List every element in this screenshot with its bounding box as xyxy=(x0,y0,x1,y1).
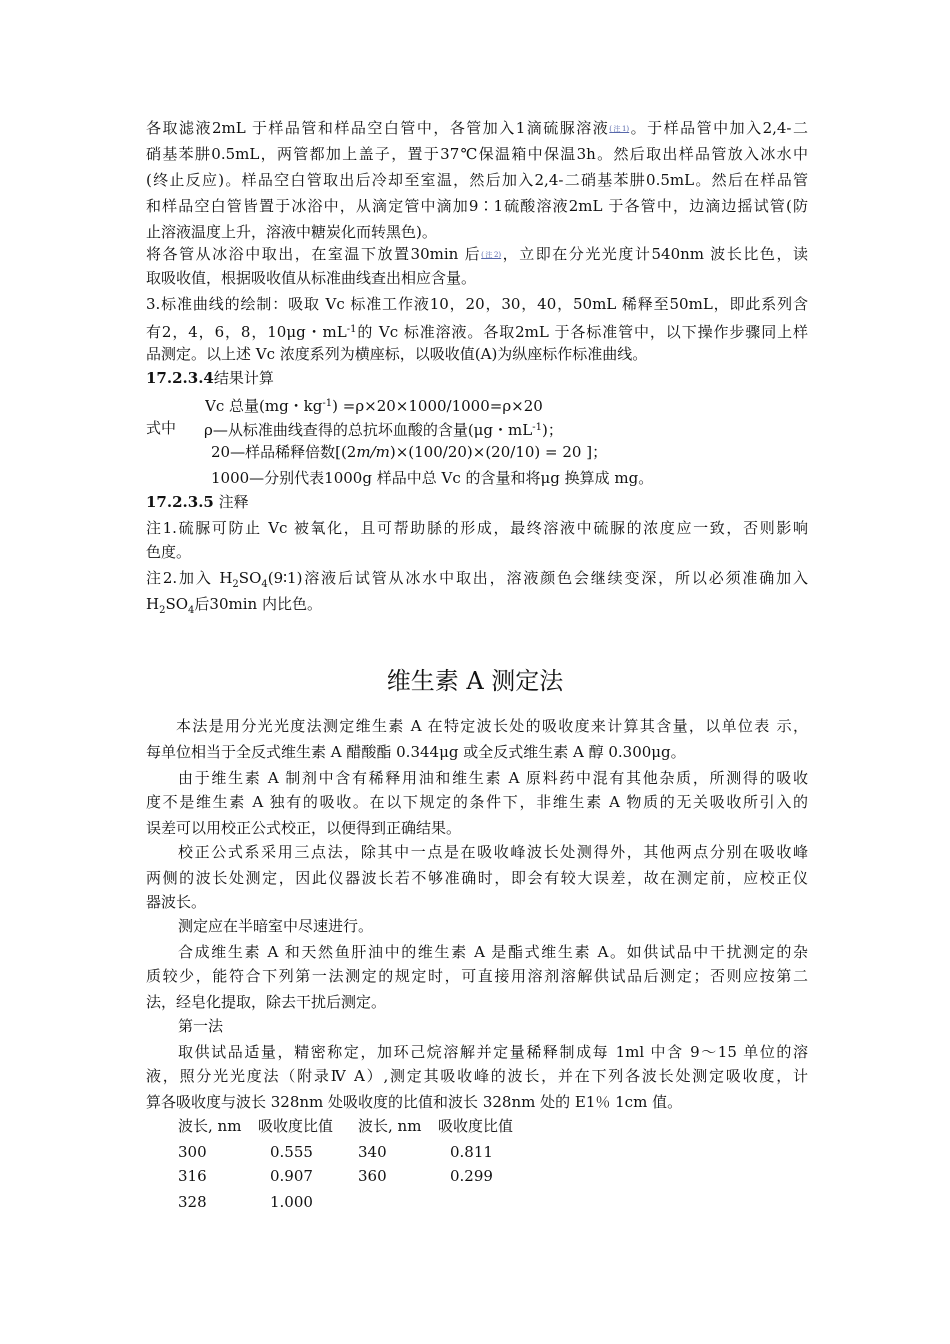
paragraph-line: 算各吸收度与波长 328nm 处吸收度的比值和波长 328nm 处的 E1％ 1cm 值。 xyxy=(146,1093,683,1111)
text-segment: 。于样品管中加入2,4-二 xyxy=(629,119,808,137)
text-line: 品测定。以上述 Vc 浓度系列为横座标，以吸收值(A)为纵座标作标准曲线。 xyxy=(146,345,648,363)
table-cell: 328 xyxy=(178,1193,207,1211)
definition-dilution xyxy=(211,442,807,462)
paragraph-line: 每单位相当于全反式维生素 A 醋酸酯 0.344μg 或全反式维生素 A 醇 0.300μg。 xyxy=(146,743,686,761)
table-header-cell: 吸收度比值 xyxy=(258,1117,334,1135)
where-label: 式中 xyxy=(146,419,177,437)
superscript: -1 xyxy=(322,398,333,409)
note-reference-link[interactable]: (注2) xyxy=(481,251,502,259)
table-cell: 0.555 xyxy=(270,1143,313,1161)
text-line xyxy=(146,320,808,342)
definition-rho xyxy=(204,418,804,440)
paragraph-line: 两侧的波长处测定，因此仪器波长若不够准确时，即会有较大误差，故在测定前，应校正仪 xyxy=(146,869,808,887)
table-cell: 316 xyxy=(178,1167,207,1185)
formula xyxy=(205,394,867,416)
text-segment: ) =ρ×20×1000/1000=ρ×20 xyxy=(332,397,543,415)
paragraph-line: 测定应在半暗室中尽速进行。 xyxy=(178,917,374,935)
note-2-continued xyxy=(146,594,808,621)
text-segment: 各取滤液2mL 于样品管和样品空白管中，各管加入1滴硫脲溶液 xyxy=(146,119,610,137)
paragraph-line: 器波长。 xyxy=(146,893,207,911)
table-cell: 0.811 xyxy=(450,1143,493,1161)
paragraph-line: 取供试品适量，精密称定，加环己烷溶解并定量稀释制成每 1ml 中含 9～15 单位的溶 xyxy=(178,1043,808,1061)
paragraph-line: 度不是维生素 A 独有的吸收。在以下规定的条件下，非维生素 A 物质的无关吸收所引入的 xyxy=(146,793,808,811)
text-line: 3.标准曲线的绘制：吸取 Vc 标准工作液10，20，30，40，50mL 稀释至50mL，即此系列含 xyxy=(146,295,808,313)
note-1: 注1.硫脲可防止 Vc 被氧化，且可帮助脎的形成，最终溶液中硫脲的浓度应一致，否则影响 xyxy=(146,519,808,537)
paragraph-line: 校正公式系采用三点法，除其中一点是在吸收峰波长处测得外，其他两点分别在吸收峰 xyxy=(178,843,808,861)
text-line: 取吸收值，根据吸收值从标准曲线查出相应含量。 xyxy=(146,269,477,287)
table-cell: 1.000 xyxy=(270,1193,313,1211)
method-heading: 第一法 xyxy=(178,1017,224,1035)
section-number: 17.2.3.5 xyxy=(146,493,214,511)
section-title: 结果计算 xyxy=(213,369,274,387)
paragraph-line: 误差可以用校正公式校正，以便得到正确结果。 xyxy=(146,819,462,837)
paragraph-line: 液，照分光光度法（附录Ⅳ A）,测定其吸收峰的波长，并在下列各波长处测定吸收度，计 xyxy=(146,1067,808,1085)
paragraph-line: 本法是用分光光度法测定维生素 A 在特定波长处的吸收度来计算其含量，以单位表 示， xyxy=(176,717,808,735)
text-line: 和样品空白管皆置于冰浴中，从滴定管中滴加9∶1硫酸溶液2mL 于各管中，边滴边摇试管(防 xyxy=(146,197,808,215)
table-cell: 300 xyxy=(178,1143,207,1161)
text-segment: SO xyxy=(165,595,189,613)
paragraph-line: 合成维生素 A 和天然鱼肝油中的维生素 A 是酯式维生素 A。如供试品中干扰测定的杂 xyxy=(178,943,808,961)
subscript: 4 xyxy=(261,579,268,590)
text-line: (终止反应)。样品空白管取出后冷却至室温，然后加入2,4-二硝基苯肼0.5mL。然后在样品管 xyxy=(146,171,808,189)
table-header-cell: 波长, nm xyxy=(358,1117,422,1135)
table-cell: 0.907 xyxy=(270,1167,313,1185)
note-reference-link[interactable]: (注1) xyxy=(609,125,630,133)
text-line: 止溶液温度上升，溶液中糖炭化而转黑色)。 xyxy=(146,223,437,241)
text-segment: ρ—从标准曲线查得的总抗坏血酸的含量(μg・mL xyxy=(204,421,533,439)
text-segment: 注2.加入 H xyxy=(146,569,233,587)
text-segment: 20—样品稀释倍数[(2 xyxy=(211,443,357,461)
text-segment: SO xyxy=(238,569,262,587)
table-header-cell: 吸收度比值 xyxy=(438,1117,514,1135)
note-1-continued: 色度。 xyxy=(146,543,192,561)
paragraph-line: 质较少，能符合下列第一法测定的规定时，可直接用溶剂溶解供试品后测定；否则应按第二 xyxy=(146,967,808,985)
paragraph-line: 法，经皂化提取，除去干扰后测定。 xyxy=(146,993,387,1011)
text-segment: )×(100/20)×(20/10) = 20 ]； xyxy=(389,443,608,461)
table-cell: 360 xyxy=(358,1167,387,1185)
subscript: 2 xyxy=(159,605,166,616)
superscript: -1 xyxy=(346,324,357,335)
text-segment: (9∶1)溶液后试管从冰水中取出，溶液颜色会继续变深，所以必须准确加入 xyxy=(267,569,808,587)
section-title-vitamin-a: 维生素 A 测定法 xyxy=(386,667,564,695)
text-segment: Vc 总量(mg・kg xyxy=(205,397,323,415)
table-cell: 340 xyxy=(358,1143,387,1161)
italic-text: m/m xyxy=(356,443,390,461)
table-header-cell: 波长, nm xyxy=(178,1117,242,1135)
section-heading xyxy=(146,368,808,388)
subscript: 4 xyxy=(188,605,195,616)
section-heading xyxy=(146,492,808,512)
text-segment: )； xyxy=(541,421,563,439)
text-segment: 后30min 内比色。 xyxy=(194,595,322,613)
text-segment: 将各管从冰浴中取出，在室温下放置30min 后 xyxy=(146,245,482,263)
paragraph-line: 由于维生素 A 制剂中含有稀释用油和维生素 A 原料药中混有其他杂质，所测得的吸收 xyxy=(178,769,808,787)
table-cell: 0.299 xyxy=(450,1167,493,1185)
superscript: -1 xyxy=(532,422,542,433)
definition-1000: 1000—分别代表1000g 样品中总 Vc 的含量和将μg 换算成 mg。 xyxy=(211,469,654,487)
note-2 xyxy=(146,568,808,595)
text-line: 硝基苯肼0.5mL，两管都加上盖子，置于37℃保温箱中保温3h。然后取出样品管放入冰水中 xyxy=(146,145,808,163)
section-number: 17.2.3.4 xyxy=(146,369,214,387)
text-line xyxy=(146,244,808,265)
subscript: 2 xyxy=(232,579,239,590)
text-segment: H xyxy=(146,595,160,613)
section-title: 注释 xyxy=(213,493,249,511)
text-segment: 的 Vc 标准溶液。各取2mL 于各标准管中，以下操作步骤同上样 xyxy=(356,323,808,341)
text-segment: 有2，4，6，8，10μg・mL xyxy=(146,323,347,341)
text-line xyxy=(146,118,808,139)
text-segment: ，立即在分光光度计540nm 波长比色，读 xyxy=(501,245,808,263)
